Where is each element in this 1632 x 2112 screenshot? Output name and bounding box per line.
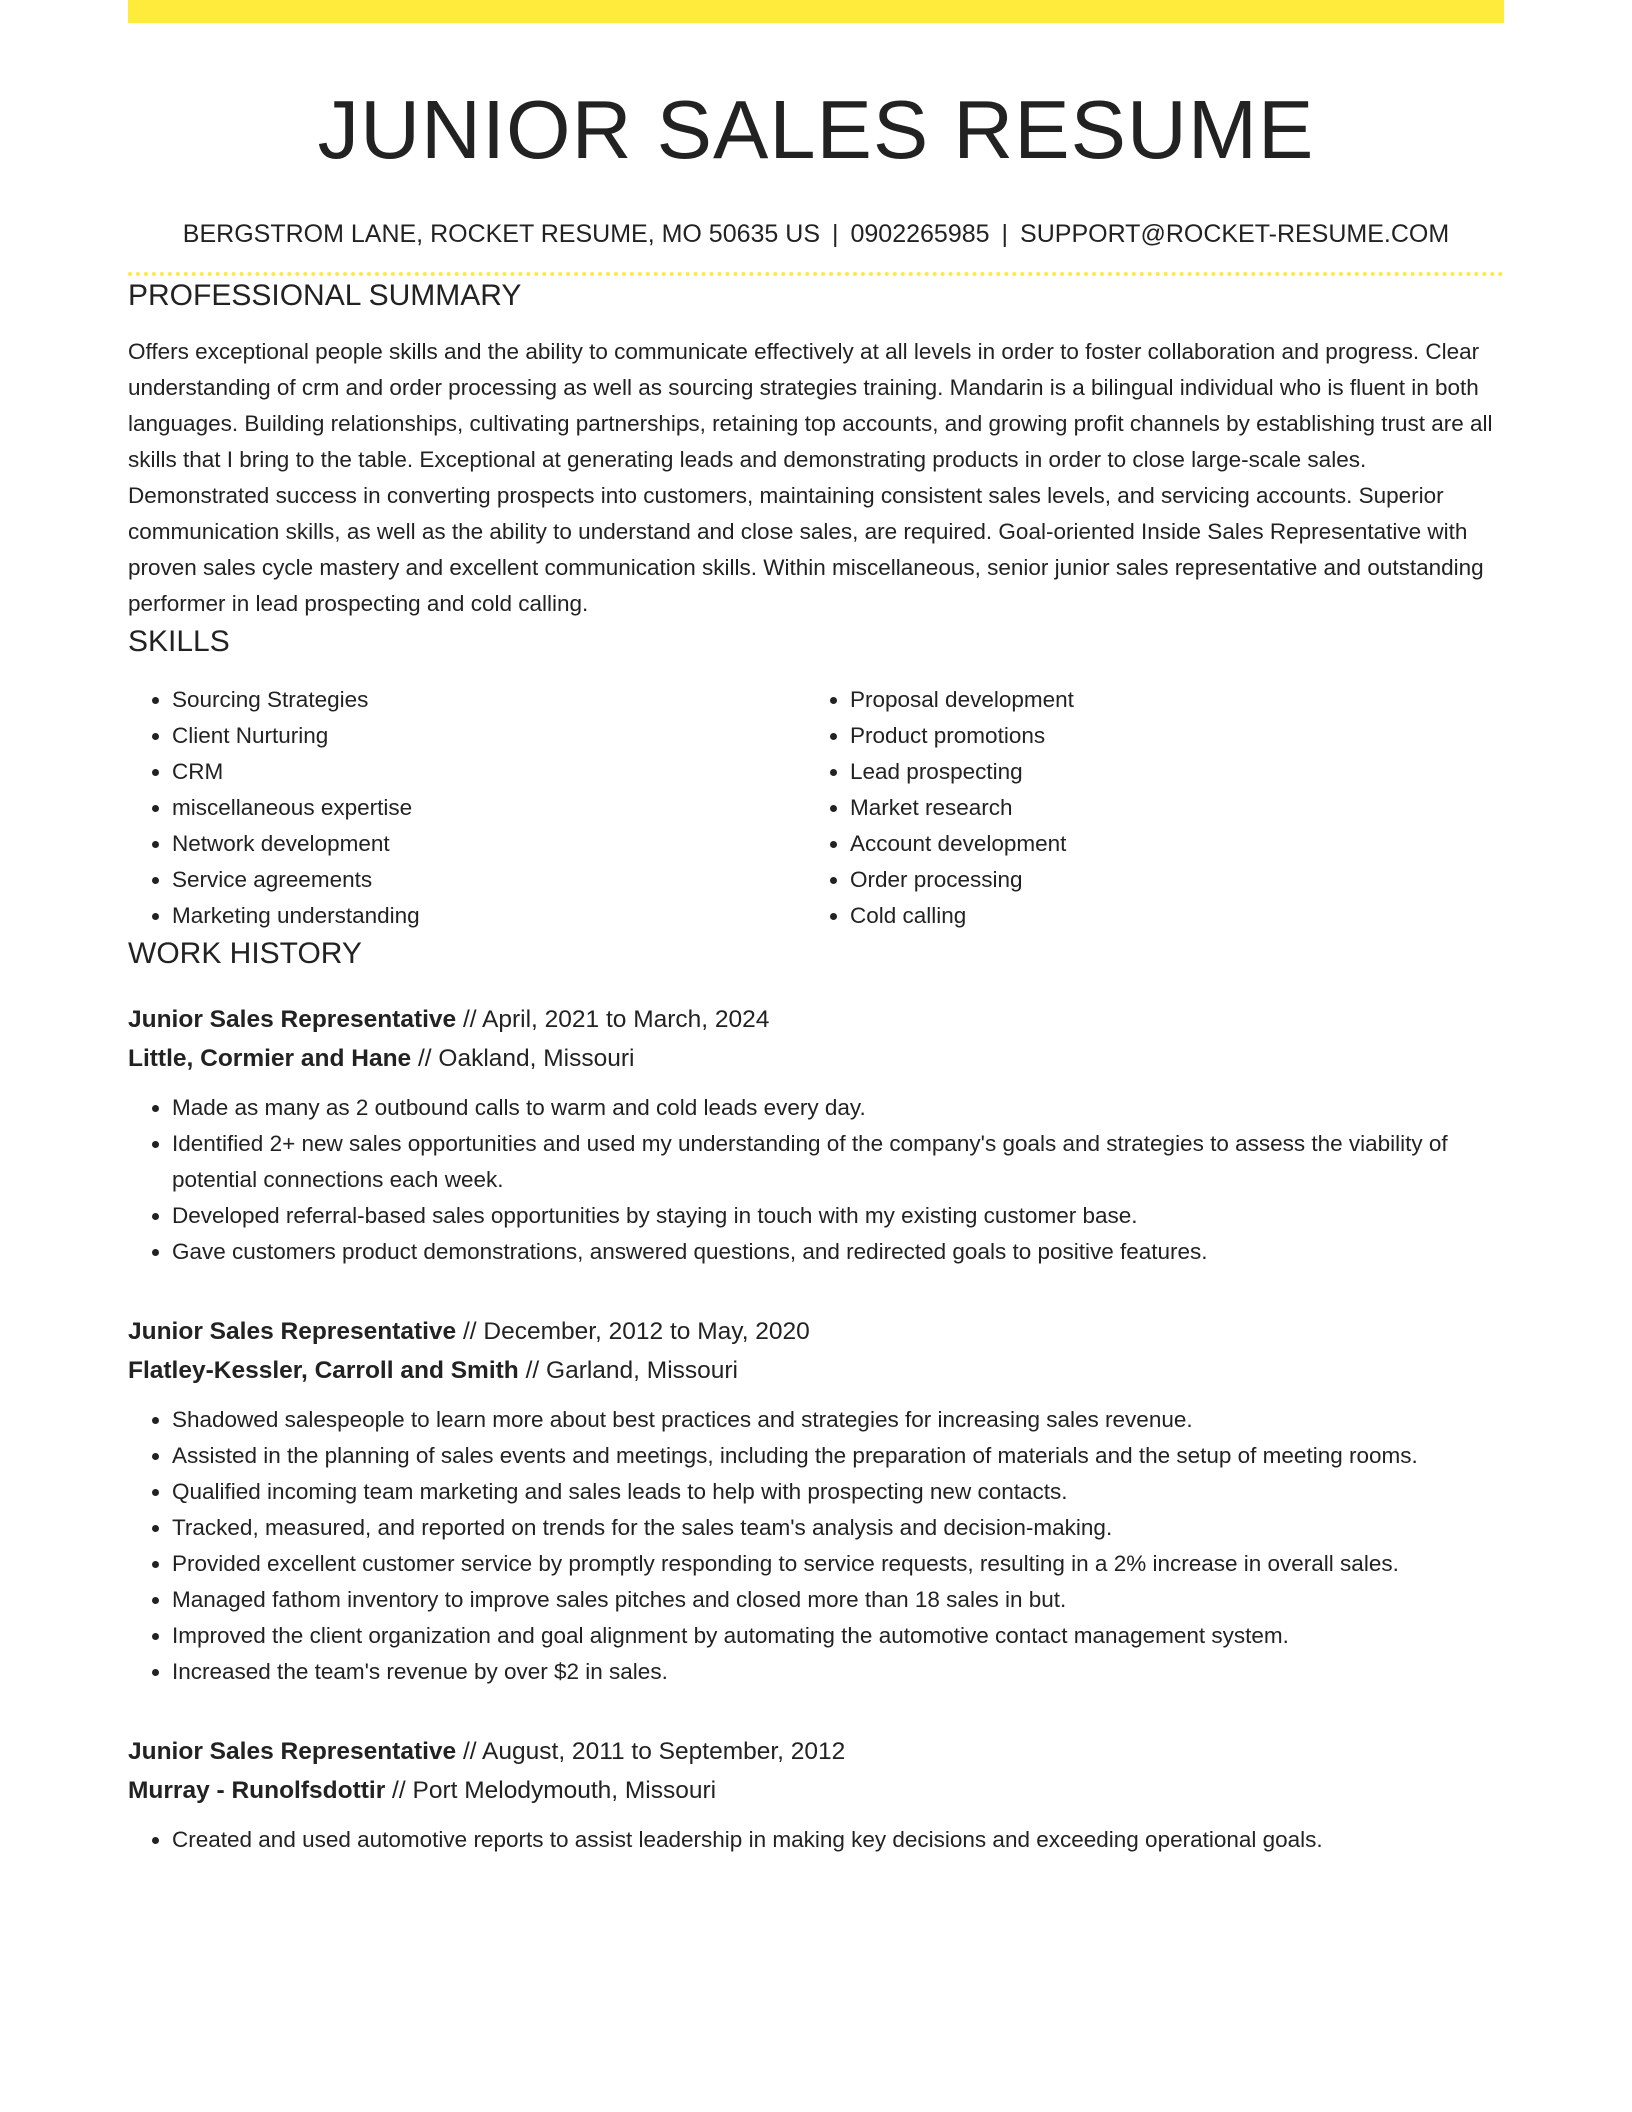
job-entry xyxy=(128,1312,1504,1690)
job-company-line xyxy=(128,1771,1504,1810)
job-location: // Garland, Missouri xyxy=(518,1357,738,1384)
job-location: // Port Melodymouth, Missouri xyxy=(385,1777,717,1804)
job-bullet: • Created and used automotive reports to assist leadership in making key decisions and exceeding operational goals. xyxy=(172,1822,1504,1858)
skill-item: • Market research xyxy=(850,790,1484,826)
job-dates: // December, 2012 to May, 2020 xyxy=(456,1318,810,1345)
job-bullet: • Identified 2+ new sales opportunities and used my understanding of the company's goals and strategies to assess the viability of potential connections each week. xyxy=(172,1126,1504,1198)
resume-title: JUNIOR SALES RESUME xyxy=(317,83,1315,176)
skill-item: • Network development xyxy=(172,826,806,862)
job-bullet: • Managed fathom inventory to improve sales pitches and closed more than 18 sales in but. xyxy=(172,1582,1504,1618)
skill-item: • Marketing understanding xyxy=(172,898,806,934)
job-bullet-list xyxy=(128,1402,1504,1690)
summary-text: Offers exceptional people skills and the ability to communicate effectively at all levels in order to foster collaboration and progress. Clear understanding of crm and order processing as well as sourcing strategies training. Mandarin is a bilingual individual who is fluent in both languages. Building relationships, cultivating partnerships, retaining top accounts, and growing profit channels by establishing trust are all skills that I bring to the table. Exceptional at generating leads and demonstrating products in order to close large-scale sales. Demonstrated success in converting prospects into customers, maintaining consistent sales levels, and servicing accounts. Superior communication skills, as well as the ability to understand and close sales, are required. Goal-oriented Inside Sales Representative with proven sales cycle mastery and excellent communication skills. Within miscellaneous, senior junior sales representative and outstanding performer in lead prospecting and cold calling. xyxy=(128,339,1493,616)
contact-separator: | xyxy=(832,220,839,248)
job-bullet-list xyxy=(128,1822,1504,1858)
skill-item: • Proposal development xyxy=(850,682,1484,718)
contact-phone: 0902265985 xyxy=(850,220,990,248)
job-bullet: • Developed referral-based sales opportunities by staying in touch with my existing customer base. xyxy=(172,1198,1504,1234)
job-bullet: • Made as many as 2 outbound calls to warm and cold leads every day. xyxy=(172,1090,1504,1126)
skill-item: • Sourcing Strategies xyxy=(172,682,806,718)
job-bullet: • Improved the client organization and goal alignment by automating the automotive contact management system. xyxy=(172,1618,1504,1654)
job-company: Flatley-Kessler, Carroll and Smith xyxy=(128,1357,519,1384)
contact-separator: | xyxy=(1001,220,1009,248)
contact-address: BERGSTROM LANE, ROCKET RESUME, MO 50635 US xyxy=(182,220,820,248)
job-company: Little, Cormier and Hane xyxy=(128,1045,412,1072)
skills-heading: SKILLS xyxy=(128,625,230,658)
skills-list-right xyxy=(806,682,1484,934)
job-entry xyxy=(128,1732,1504,1858)
job-location: // Oakland, Missouri xyxy=(411,1045,635,1072)
skills-grid xyxy=(128,682,1504,934)
job-company-line xyxy=(128,1039,1504,1078)
resume-content xyxy=(128,0,1504,1858)
job-title-line xyxy=(128,1732,1504,1771)
skill-item: • Service agreements xyxy=(172,862,806,898)
skill-item: • Client Nurturing xyxy=(172,718,806,754)
job-dates: // August, 2011 to September, 2012 xyxy=(456,1738,846,1765)
skill-item: • Lead prospecting xyxy=(850,754,1484,790)
skill-item: • Product promotions xyxy=(850,718,1484,754)
job-dates: // April, 2021 to March, 2024 xyxy=(456,1006,770,1033)
skill-item: • CRM xyxy=(172,754,806,790)
skill-item: • Order processing xyxy=(850,862,1484,898)
contact-line xyxy=(128,216,1504,252)
job-bullet: • Increased the team's revenue by over $2 in sales. xyxy=(172,1654,1504,1690)
job-title: Junior Sales Representative xyxy=(128,1006,457,1033)
job-bullet: • Qualified incoming team marketing and sales leads to help with prospecting new contacts. xyxy=(172,1474,1504,1510)
work-history-heading: WORK HISTORY xyxy=(128,937,362,970)
summary-heading: PROFESSIONAL SUMMARY xyxy=(128,279,522,312)
contact-email: SUPPORT@ROCKET-RESUME.COM xyxy=(1020,220,1450,248)
job-title-line xyxy=(128,1312,1504,1351)
job-bullet-list xyxy=(128,1090,1504,1270)
skill-item: • miscellaneous expertise xyxy=(172,790,806,826)
skill-item: • Cold calling xyxy=(850,898,1484,934)
job-title-line xyxy=(128,1000,1504,1039)
job-company-line xyxy=(128,1351,1504,1390)
job-bullet: • Provided excellent customer service by promptly responding to service requests, resulting in a 2% increase in overall sales. xyxy=(172,1546,1504,1582)
skills-list-left xyxy=(128,682,806,934)
job-bullet: • Gave customers product demonstrations, answered questions, and redirected goals to positive features. xyxy=(172,1234,1504,1270)
job-bullet: • Assisted in the planning of sales events and meetings, including the preparation of materials and the setup of meeting rooms. xyxy=(172,1438,1504,1474)
job-title: Junior Sales Representative xyxy=(128,1318,457,1345)
job-company: Murray - Runolfsdottir xyxy=(128,1777,386,1804)
job-entry xyxy=(128,1000,1504,1270)
skill-item: • Account development xyxy=(850,826,1484,862)
job-bullet: • Shadowed salespeople to learn more about best practices and strategies for increasing sales revenue. xyxy=(172,1402,1504,1438)
job-title: Junior Sales Representative xyxy=(128,1738,457,1765)
job-bullet: • Tracked, measured, and reported on trends for the sales team's analysis and decision-making. xyxy=(172,1510,1504,1546)
